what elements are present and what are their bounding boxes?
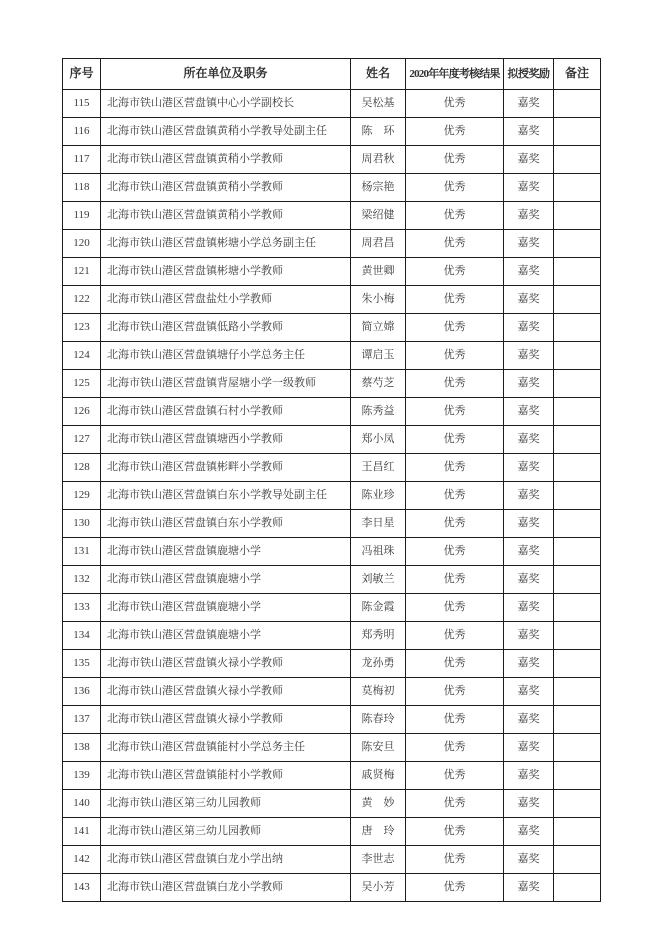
cell-note <box>554 90 601 118</box>
cell-unit: 北海市铁山港区营盘镇鹿塘小学 <box>101 622 351 650</box>
table-row <box>63 622 601 650</box>
cell-no: 132 <box>63 566 101 594</box>
cell-unit: 北海市铁山港区营盘镇黄稍小学教师 <box>101 202 351 230</box>
cell-award: 嘉奖 <box>504 734 554 762</box>
cell-note <box>554 538 601 566</box>
cell-result: 优秀 <box>406 566 504 594</box>
cell-unit: 北海市铁山港区营盘镇白东小学教导处副主任 <box>101 482 351 510</box>
cell-award: 嘉奖 <box>504 594 554 622</box>
cell-award: 嘉奖 <box>504 90 554 118</box>
cell-note <box>554 202 601 230</box>
cell-no: 117 <box>63 146 101 174</box>
cell-unit: 北海市铁山港区营盘镇中心小学副校长 <box>101 90 351 118</box>
cell-result: 优秀 <box>406 706 504 734</box>
cell-unit: 北海市铁山港区营盘镇彬塘小学总务副主任 <box>101 230 351 258</box>
cell-award: 嘉奖 <box>504 118 554 146</box>
table-row <box>63 594 601 622</box>
table-row <box>63 678 601 706</box>
cell-note <box>554 790 601 818</box>
cell-award: 嘉奖 <box>504 650 554 678</box>
header-no: 序号 <box>63 59 101 90</box>
cell-no: 139 <box>63 762 101 790</box>
cell-result: 优秀 <box>406 314 504 342</box>
cell-name: 陈安旦 <box>351 734 406 762</box>
cell-no: 121 <box>63 258 101 286</box>
table-row <box>63 286 601 314</box>
cell-no: 122 <box>63 286 101 314</box>
cell-result: 优秀 <box>406 622 504 650</box>
cell-no: 134 <box>63 622 101 650</box>
cell-no: 142 <box>63 846 101 874</box>
cell-award: 嘉奖 <box>504 286 554 314</box>
cell-award: 嘉奖 <box>504 174 554 202</box>
cell-result: 优秀 <box>406 286 504 314</box>
table-row <box>63 454 601 482</box>
cell-note <box>554 230 601 258</box>
cell-award: 嘉奖 <box>504 510 554 538</box>
cell-no: 120 <box>63 230 101 258</box>
cell-unit: 北海市铁山港区营盘镇塘仔小学总务主任 <box>101 342 351 370</box>
cell-note <box>554 566 601 594</box>
cell-award: 嘉奖 <box>504 706 554 734</box>
cell-name: 郑小凤 <box>351 426 406 454</box>
cell-unit: 北海市铁山港区营盘镇黄稍小学教师 <box>101 174 351 202</box>
table-row <box>63 790 601 818</box>
cell-unit: 北海市铁山港区营盘镇彬畔小学教师 <box>101 454 351 482</box>
cell-award: 嘉奖 <box>504 230 554 258</box>
cell-name: 梁绍健 <box>351 202 406 230</box>
cell-unit: 北海市铁山港区营盘镇白龙小学教师 <box>101 874 351 902</box>
cell-name: 吴小芳 <box>351 874 406 902</box>
cell-note <box>554 118 601 146</box>
cell-award: 嘉奖 <box>504 258 554 286</box>
cell-note <box>554 258 601 286</box>
cell-result: 优秀 <box>406 230 504 258</box>
cell-result: 优秀 <box>406 426 504 454</box>
cell-award: 嘉奖 <box>504 146 554 174</box>
cell-no: 119 <box>63 202 101 230</box>
cell-no: 138 <box>63 734 101 762</box>
cell-no: 130 <box>63 510 101 538</box>
table-row <box>63 510 601 538</box>
cell-note <box>554 146 601 174</box>
cell-award: 嘉奖 <box>504 566 554 594</box>
table-row <box>63 874 601 902</box>
cell-note <box>554 650 601 678</box>
cell-name: 朱小梅 <box>351 286 406 314</box>
cell-unit: 北海市铁山港区营盘镇塘西小学教师 <box>101 426 351 454</box>
cell-award: 嘉奖 <box>504 678 554 706</box>
cell-unit: 北海市铁山港区第三幼儿园教师 <box>101 790 351 818</box>
cell-award: 嘉奖 <box>504 342 554 370</box>
cell-result: 优秀 <box>406 482 504 510</box>
cell-note <box>554 314 601 342</box>
table-row <box>63 146 601 174</box>
cell-note <box>554 678 601 706</box>
cell-no: 115 <box>63 90 101 118</box>
cell-result: 优秀 <box>406 538 504 566</box>
cell-name: 蔡芍芝 <box>351 370 406 398</box>
table-row <box>63 118 601 146</box>
cell-name: 冯祖珠 <box>351 538 406 566</box>
cell-name: 李日星 <box>351 510 406 538</box>
cell-note <box>554 174 601 202</box>
cell-unit: 北海市铁山港区营盘镇彬塘小学教师 <box>101 258 351 286</box>
cell-result: 优秀 <box>406 650 504 678</box>
cell-name: 莫梅初 <box>351 678 406 706</box>
cell-result: 优秀 <box>406 762 504 790</box>
table-row <box>63 706 601 734</box>
table-row <box>63 174 601 202</box>
cell-note <box>554 398 601 426</box>
cell-result: 优秀 <box>406 874 504 902</box>
cell-result: 优秀 <box>406 398 504 426</box>
cell-award: 嘉奖 <box>504 846 554 874</box>
cell-no: 135 <box>63 650 101 678</box>
cell-award: 嘉奖 <box>504 874 554 902</box>
cell-result: 优秀 <box>406 174 504 202</box>
cell-name: 李世志 <box>351 846 406 874</box>
header-unit: 所在单位及职务 <box>101 59 351 90</box>
cell-result: 优秀 <box>406 734 504 762</box>
cell-name: 陈业珍 <box>351 482 406 510</box>
table-row <box>63 90 601 118</box>
cell-award: 嘉奖 <box>504 426 554 454</box>
cell-unit: 北海市铁山港区营盘镇鹿塘小学 <box>101 594 351 622</box>
table-row <box>63 538 601 566</box>
cell-result: 优秀 <box>406 790 504 818</box>
cell-unit: 北海市铁山港区营盘镇能村小学总务主任 <box>101 734 351 762</box>
cell-note <box>554 426 601 454</box>
cell-name: 周君秋 <box>351 146 406 174</box>
table-row <box>63 398 601 426</box>
table-row <box>63 650 601 678</box>
cell-name: 杨宗艳 <box>351 174 406 202</box>
cell-award: 嘉奖 <box>504 202 554 230</box>
cell-note <box>554 762 601 790</box>
cell-name: 刘敏兰 <box>351 566 406 594</box>
table-row <box>63 762 601 790</box>
cell-note <box>554 342 601 370</box>
cell-award: 嘉奖 <box>504 538 554 566</box>
cell-name: 龙孙勇 <box>351 650 406 678</box>
cell-name: 周君昌 <box>351 230 406 258</box>
cell-note <box>554 454 601 482</box>
cell-no: 136 <box>63 678 101 706</box>
cell-name: 戚贤梅 <box>351 762 406 790</box>
cell-result: 优秀 <box>406 454 504 482</box>
cell-no: 129 <box>63 482 101 510</box>
cell-unit: 北海市铁山港区营盘镇低路小学教师 <box>101 314 351 342</box>
cell-note <box>554 286 601 314</box>
cell-name: 王昌红 <box>351 454 406 482</box>
table-header-row <box>63 59 601 90</box>
cell-result: 优秀 <box>406 846 504 874</box>
cell-award: 嘉奖 <box>504 398 554 426</box>
cell-unit: 北海市铁山港区营盘镇能村小学教师 <box>101 762 351 790</box>
cell-name: 陈秀益 <box>351 398 406 426</box>
cell-no: 125 <box>63 370 101 398</box>
table-row <box>63 818 601 846</box>
header-award: 拟授奖励 <box>504 59 554 90</box>
cell-unit: 北海市铁山港区营盘盐灶小学教师 <box>101 286 351 314</box>
cell-note <box>554 874 601 902</box>
cell-unit: 北海市铁山港区营盘镇黄稍小学教导处副主任 <box>101 118 351 146</box>
cell-result: 优秀 <box>406 678 504 706</box>
cell-name: 唐 玲 <box>351 818 406 846</box>
cell-no: 137 <box>63 706 101 734</box>
cell-no: 124 <box>63 342 101 370</box>
cell-unit: 北海市铁山港区营盘镇石村小学教师 <box>101 398 351 426</box>
cell-note <box>554 510 601 538</box>
cell-result: 优秀 <box>406 258 504 286</box>
table-row <box>63 482 601 510</box>
cell-result: 优秀 <box>406 510 504 538</box>
cell-no: 143 <box>63 874 101 902</box>
cell-name: 吴松基 <box>351 90 406 118</box>
table-row <box>63 734 601 762</box>
cell-name: 陈 环 <box>351 118 406 146</box>
cell-award: 嘉奖 <box>504 482 554 510</box>
cell-award: 嘉奖 <box>504 818 554 846</box>
cell-name: 郑秀明 <box>351 622 406 650</box>
cell-no: 118 <box>63 174 101 202</box>
cell-award: 嘉奖 <box>504 622 554 650</box>
cell-name: 黄世卿 <box>351 258 406 286</box>
cell-result: 优秀 <box>406 202 504 230</box>
cell-unit: 北海市铁山港区营盘镇白东小学教师 <box>101 510 351 538</box>
cell-unit: 北海市铁山港区营盘镇白龙小学出纳 <box>101 846 351 874</box>
cell-result: 优秀 <box>406 370 504 398</box>
cell-no: 126 <box>63 398 101 426</box>
cell-result: 优秀 <box>406 90 504 118</box>
cell-name: 谭启玉 <box>351 342 406 370</box>
header-note: 备注 <box>554 59 601 90</box>
table-row <box>63 846 601 874</box>
header-result: 2020年年度考核结果 <box>406 59 504 90</box>
cell-note <box>554 482 601 510</box>
cell-unit: 北海市铁山港区营盘镇黄稍小学教师 <box>101 146 351 174</box>
cell-note <box>554 370 601 398</box>
cell-result: 优秀 <box>406 146 504 174</box>
cell-result: 优秀 <box>406 342 504 370</box>
table-row <box>63 258 601 286</box>
cell-unit: 北海市铁山港区第三幼儿园教师 <box>101 818 351 846</box>
cell-unit: 北海市铁山港区营盘镇火禄小学教师 <box>101 650 351 678</box>
cell-no: 127 <box>63 426 101 454</box>
cell-unit: 北海市铁山港区营盘镇背屋塘小学一级教师 <box>101 370 351 398</box>
cell-name: 简立嫦 <box>351 314 406 342</box>
cell-no: 133 <box>63 594 101 622</box>
cell-unit: 北海市铁山港区营盘镇鹿塘小学 <box>101 538 351 566</box>
cell-no: 123 <box>63 314 101 342</box>
cell-result: 优秀 <box>406 818 504 846</box>
table-row <box>63 202 601 230</box>
cell-note <box>554 706 601 734</box>
cell-award: 嘉奖 <box>504 454 554 482</box>
cell-result: 优秀 <box>406 118 504 146</box>
table-row <box>63 370 601 398</box>
cell-note <box>554 846 601 874</box>
cell-result: 优秀 <box>406 594 504 622</box>
cell-name: 陈金霞 <box>351 594 406 622</box>
cell-unit: 北海市铁山港区营盘镇火禄小学教师 <box>101 706 351 734</box>
cell-no: 140 <box>63 790 101 818</box>
cell-note <box>554 622 601 650</box>
cell-unit: 北海市铁山港区营盘镇火禄小学教师 <box>101 678 351 706</box>
cell-award: 嘉奖 <box>504 314 554 342</box>
cell-award: 嘉奖 <box>504 762 554 790</box>
cell-no: 128 <box>63 454 101 482</box>
cell-note <box>554 734 601 762</box>
cell-no: 131 <box>63 538 101 566</box>
cell-note <box>554 594 601 622</box>
table-row <box>63 342 601 370</box>
header-name: 姓名 <box>351 59 406 90</box>
cell-note <box>554 818 601 846</box>
cell-no: 141 <box>63 818 101 846</box>
table-row <box>63 230 601 258</box>
cell-award: 嘉奖 <box>504 370 554 398</box>
table-row <box>63 314 601 342</box>
cell-name: 陈春玲 <box>351 706 406 734</box>
table-row <box>63 566 601 594</box>
cell-no: 116 <box>63 118 101 146</box>
personnel-assessment-table <box>62 58 601 902</box>
cell-name: 黄 妙 <box>351 790 406 818</box>
table-row <box>63 426 601 454</box>
cell-award: 嘉奖 <box>504 790 554 818</box>
cell-unit: 北海市铁山港区营盘镇鹿塘小学 <box>101 566 351 594</box>
